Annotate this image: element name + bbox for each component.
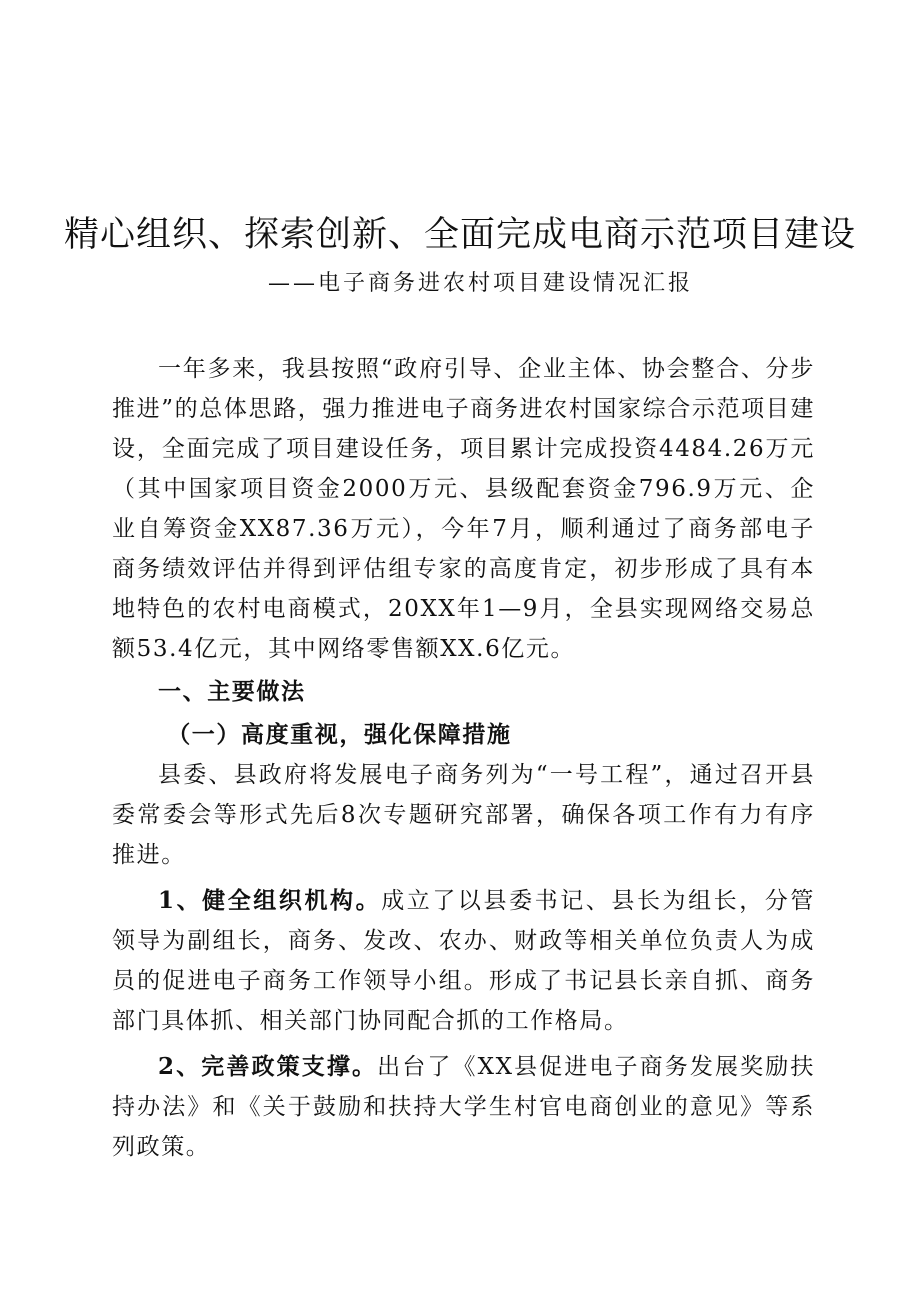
- subsection-paragraph: 县委、县政府将发展电子商务列为“一号工程”，通过召开县委常委会等形式先后8次专题研究部署，确保各项工作有力有序推进。: [112, 762, 815, 868]
- item-paragraph-2: [112, 1047, 815, 1167]
- subsection-heading: （一）高度重视，强化保障措施: [167, 721, 512, 748]
- item-text-2: 出台了《XX县促进电子商务发展奖励扶持办法》和《关于鼓励和扶持大学生村官电商创业的意见》等系列政策。: [112, 1054, 815, 1160]
- intro-paragraph: 一年多来，我县按照“政府引导、企业主体、协会整合、分步推进”的总体思路，强力推进电子商务进农村国家综合示范项目建设，全面完成了项目建设任务，项目累计完成投资4484.26万元（其中国家项目资金2000万元、县级配套资金796.9万元、企业自筹资金XX87.36万元），今年7月，顺利通过了商务部电子商务绩效评估并得到评估组专家的高度肯定，初步形成了具有本地特色的农村电商模式，20XX年1—9月，全县实现网络交易总额53.4亿元，其中网络零售额XX.6亿元。: [112, 356, 815, 662]
- item-text-1: 成立了以县委书记、县长为组长，分管领导为副组长，商务、发改、农办、财政等相关单位负责人为成员的促进电子商务工作领导小组。形成了书记县长亲自抓、商务部门具体抓、相关部门协同配合抓的工作格局。: [112, 888, 815, 1034]
- item-lead-2: 2、完善政策支撑。: [158, 1053, 378, 1080]
- document-title: 精心组织、探索创新、全面完成电商示范项目建设: [63, 215, 856, 255]
- document-body: [112, 349, 815, 1167]
- item-paragraph-1: [112, 881, 815, 1041]
- item-lead-1: 1、健全组织机构。: [158, 887, 382, 914]
- document-subtitle: ——电子商务进农村项目建设情况汇报: [268, 271, 694, 296]
- section-heading: 一、主要做法: [158, 678, 306, 705]
